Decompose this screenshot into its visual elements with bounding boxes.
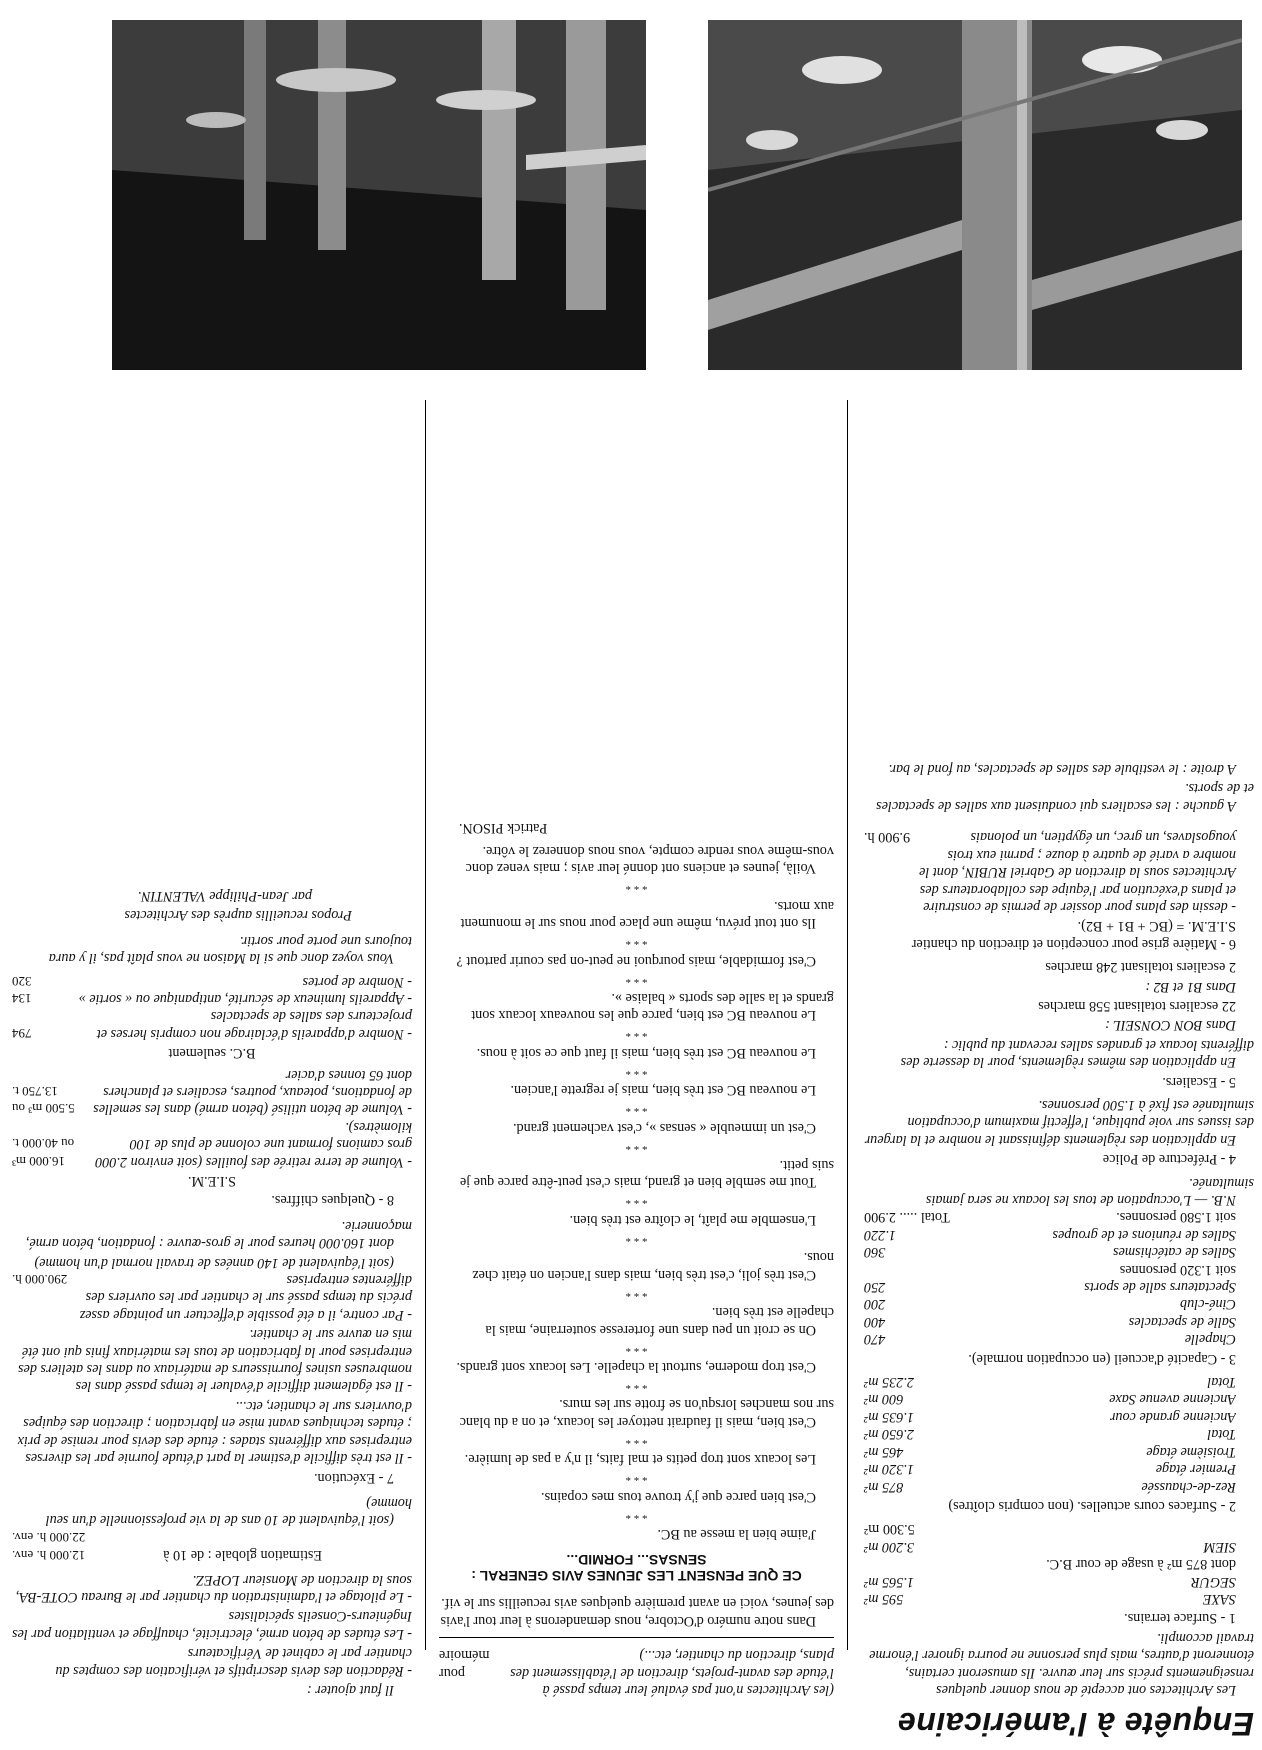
separator-stars: * * * [625, 1139, 648, 1152]
row-soit-1320: soit 1.320 personnes [1119, 1261, 1236, 1278]
architects-note: (les Architectes n'ont pas évalué leur temps passé à l'étude des avant-projets, direction de l'établissement des plans, direction du chantier, etc...) [510, 1647, 834, 1698]
separator-stars: * * * [625, 935, 648, 948]
quote-1: J'aime bien la messe au BC. [657, 1525, 816, 1542]
siem-label: S.I.E.M. [187, 1173, 237, 1190]
row-cine-club: Ciné-club 200 [864, 1296, 1236, 1313]
doors-value: 320 [12, 973, 32, 989]
column-divider-1 [847, 400, 848, 1650]
safety-lights-value: 134 [12, 990, 32, 1006]
row-catechismes: Salles de catéchismes 360 [864, 1244, 1236, 1261]
section-7-title: 7 - Exécution. [314, 1469, 394, 1486]
section-6-title: 6 - Matière grise pour conception et direction du chantier S.I.E.M. = (BC + B1 + B2). [911, 918, 1236, 952]
masthead-title: Enquête à l'américaine [897, 1706, 1254, 1742]
survey-intro: Les Architectes ont accepté de nous donner quelques renseignements précis sur leur œuvre. Ils amuseront certains, étonneront d'autres, mais plus personne ne pourra ignorer l'énorme travail accompli. [869, 1629, 1254, 1698]
row-reunions: Salles de réunions et de groupes 1.220 [864, 1226, 1236, 1243]
safety-lights-text: - Appareils lumineux de sécurité, antipanique ou « sortie » [78, 990, 412, 1007]
stairs-b1-b2: Dans B1 et B2 : [1145, 978, 1236, 995]
estimate-value-2: 22.000 h. env. [12, 1529, 86, 1545]
caption-right: A droite : le vestibule des salles de spectacles, au fond le bar. [888, 761, 1236, 778]
design-hours-value: 9.900 h. [864, 829, 911, 846]
concrete-volume-row [12, 1065, 412, 1117]
quote-3: Les locaux sont trop petits et mal faits, il n'y a pas de lumière. [464, 1451, 816, 1468]
row-grande-cour: Ancienne grande cour 1.635 m² [864, 1408, 1236, 1425]
section-2-title: 2 - Surfaces cours actuelles. (non compris cloîtres) [948, 1497, 1236, 1514]
quote-13: Le nouveau BC est bien, parce que les nouveaux locaux sont grands et la salle des sports « balaise ». [471, 990, 834, 1024]
youth-lead: Dans notre numéro d'Octobre, nous demanderons à leur tour l'avis des jeunes, voici en avant première quelques avis recueillis sur le vif. [440, 1595, 834, 1629]
item-pilotage: - Le pilotage et l'administration du chantier par le Bureau COTE-BA, sous la direction de Monsieur LOPEZ. [15, 1571, 412, 1605]
quote-5: C'est trop moderne, surtout la chapelle. Les locaux sont grands. [456, 1358, 816, 1375]
quote-4: C'est bien, mais il faudrait nettoyer les locaux, et on a du blanc sur nos manches lorsqu'on se frotte sur les murs. [459, 1396, 834, 1430]
stairs-bon-conseil: Dans BON CONSEIL : [1105, 1017, 1236, 1034]
lighting-text: - Nombre d'appareils d'éclairage non compris herses et projecteurs des salles de spectacles [96, 1008, 412, 1042]
section-4-text: En application des règlements définissant le nombre et la largeur des issues sur voie publique, l'effectif maximum d'occupation simultanée est fixé à 1.500 personnes. [864, 1097, 1254, 1148]
separator-stars: * * * [625, 880, 648, 893]
capacity-note: N.B. — L'occupation de tous les locaux ne sera jamais simultanée. [925, 1174, 1254, 1209]
separator-stars: * * * [625, 1378, 648, 1391]
concrete-volume-text: - Volume de béton utilisé (béton armé) dans les semelles de fondations, poteaux, poutres, escaliers et planchers dont 65 tonnes d'acier [93, 1066, 412, 1118]
item-devis: - Rédaction des devis descriptifs et vérification des comptes du chantier par le cabinet de Vérificateurs [55, 1645, 412, 1679]
estimate-row-2 [12, 1528, 412, 1545]
stairs-bon-conseil-count: 22 escaliers totalisant 558 marches [1038, 997, 1236, 1014]
caption-left: A gauche : les escaliers qui conduisent aux salles de spectacles et de sports. [876, 780, 1254, 814]
worker-hours-value: 290.000 h. [12, 1272, 68, 1288]
bc-label: B.C. seulement [168, 1045, 256, 1062]
section-8-title: 8 - Quelques chiffres. [271, 1192, 394, 1209]
row-troisieme: Troisième étage 465 m² [864, 1443, 1236, 1460]
closing-remark: Vous voyez donc que si la Maison ne vous plaît pas, il y aura toujours une porte pour sortir. [48, 932, 412, 967]
section-3-title: 3 - Capacité d'accueil (en occupation normale). [968, 1350, 1236, 1367]
lighting-value: 794 [12, 1025, 32, 1041]
gros-oeuvre-note: dont 160.000 heures pour le gros-œuvre : fondation, béton armé, maçonnerie. [25, 1217, 412, 1252]
column-survey [864, 758, 1254, 1698]
quote-12: Le nouveau BC est très bien, mais il faut que ce soit à nous. [476, 1044, 816, 1061]
section-1-title: 1 - Surface terrains. [1124, 1610, 1236, 1627]
estimate-value-1: 12.000 h. env. [12, 1548, 86, 1564]
row-soit-1580: soit 1.580 personnes. Total ..... 2.900 [864, 1209, 1236, 1226]
doors-row [12, 972, 412, 989]
earth-volume-row [12, 1117, 412, 1169]
quote-2: C'est bien parce que j'y trouve tous mes copains. [540, 1488, 816, 1505]
separator-stars: * * * [625, 1341, 648, 1354]
estimate-row [12, 1546, 412, 1564]
row-segur: SEGUR 1.565 m² [864, 1573, 1236, 1590]
quote-9: Tout me semble bien et grand, mais c'est peut-être parce que je suis petit. [459, 1157, 834, 1191]
separator-stars: * * * [625, 1508, 648, 1521]
quote-11: Le nouveau BC est très bien, mais je regrette l'ancien. [510, 1082, 816, 1099]
credit-line-2: par Jean-Philippe VALENTIN. [137, 887, 312, 904]
section-rule [439, 1637, 834, 1638]
quote-6: On se croit un peu dans une forteresse souterraine, mais la chapelle est très bien. [485, 1304, 834, 1338]
estimate-note: (soit l'équivalent de 10 ans de la vie professionnelle d'un seul homme) [45, 1494, 412, 1529]
separator-stars: * * * [625, 1471, 648, 1484]
worker-hours-note: (soit l'équivalent de 140 années de travail normal d'un homme) [34, 1254, 394, 1271]
separator-stars: * * * [625, 1231, 648, 1244]
worker-hours-row [12, 1271, 412, 1323]
separator-stars: * * * [625, 1433, 648, 1446]
row-surface-total: 5.300 m² [864, 1521, 915, 1538]
row-saxe: SAXE 595 m² [864, 1590, 1236, 1607]
quote-10: C'est un immeuble « sensas », c'est vachement grand. [513, 1119, 816, 1136]
row-total-2: Total 2.235 m² [864, 1374, 1236, 1391]
youth-heading: CE QUE PENSENT LES JEUNES AVIS GENERAL : SENSAS... FORMID... [471, 1551, 802, 1584]
row-siem: SIEM 3.200 m² [864, 1538, 1236, 1555]
staircase-photo-image [708, 20, 1242, 370]
column-youth-opinions [439, 816, 834, 1698]
section-5-text: En application des mêmes règlements, pour la desserte des différents locaux et grandes salles recevant du public : [900, 1036, 1254, 1071]
row-salle-spectacles: Salle de spectacles 400 [864, 1313, 1236, 1330]
youth-signature: Patrick PISON. [459, 819, 548, 836]
quote-7: C'est très joli, c'est très bien, mais dans l'ancien on était chez nous. [472, 1249, 834, 1283]
section-5-title: 5 - Escaliers. [1162, 1073, 1236, 1090]
separator-stars: * * * [625, 1027, 648, 1040]
vestibule-photo-image [112, 20, 646, 370]
quote-14: C'est formidable, mais pourquoi ne peut-on pas courir partout ? [456, 952, 816, 969]
section-7-text: - Il est très difficile d'estimer la part d'étude fournie par les diverses entreprises aux différents stades : étude des devis pour remise de prix ; études techniques avant mise en fabrication ; direction des équipes d'ouvriers sur le chantier, etc... [17, 1397, 412, 1467]
estimate-label: Estimation globale : de 10 à [163, 1547, 322, 1564]
row-spectateurs: Spectateurs salle de sports 250 [864, 1279, 1236, 1296]
separator-stars: * * * [625, 1102, 648, 1115]
separator-stars: * * * [625, 1064, 648, 1077]
section-4-title: 4 - Préfecture de Police [1102, 1151, 1236, 1168]
lighting-row [12, 1007, 412, 1042]
separator-stars: * * * [625, 1194, 648, 1207]
architects-note-row [439, 1646, 834, 1698]
row-rdc: Rez-de-chaussée 875 m² [864, 1478, 1236, 1495]
photo-vestibule [112, 20, 646, 370]
quote-16: Voilà, jeunes et anciens ont donné leur avis ; mais venez donc vous-même vous rendre compte, vous nous donnerez le vôtre. [465, 843, 834, 877]
separator-stars: * * * [625, 972, 648, 985]
credit-line-1: Propos recueillis auprès des Architectes [124, 907, 352, 924]
quote-8: L'ensemble me plaît, le cloître est très bien. [569, 1211, 816, 1228]
row-chapelle: Chapelle 470 [864, 1331, 1236, 1348]
safety-lights-row [12, 990, 412, 1007]
quote-15: Ils ont tout prévu, même une place pour nous sur le monument aux morts. [460, 897, 834, 932]
column-execution [12, 885, 412, 1698]
design-hours-row [864, 828, 1254, 915]
item-etudes: - Les études de béton armé, électricité, chauffage et ventilation par les Ingénieurs-Conseils spécialistes [12, 1608, 412, 1642]
column-divider-2 [425, 400, 426, 1650]
section-7-text-2: - Il est également difficile d'évaluer le temps passé dans les nombreuses usines fournisseurs de matériaux ou dans les ateliers des entreprises pour la fabrication de tous les matériaux finis qui ont été mis en œuvre sur le chantier. [18, 1326, 412, 1395]
concrete-volume-value: 5.500 m³ ou 13.750 t. [12, 1084, 75, 1117]
photo-staircase [708, 20, 1242, 370]
col3-lead: Il faut ajouter : [306, 1682, 394, 1698]
section-6-text: - dessin des plans pour dossier de permis de construire et plans d'exécution par l'équipe des collaborateurs des Architectes sous la direction de Gabriel RUBIN, dont le nombre a varié de quatre à douze ; parmi eux trois yougoslaves, un grec, un égyptien, un polonais [919, 829, 1236, 915]
doors-text: - Nombre de portes [302, 973, 412, 990]
row-segur-note: dont 875 m² à usage de cour B.C. [1046, 1556, 1236, 1573]
stairs-b1-b2-count: 2 escaliers totalisant 248 marches [1045, 959, 1236, 976]
row-total-1: Total 2.650 m² [864, 1426, 1236, 1443]
earth-volume-text: - Volume de terre retirée des fouilles (soit environ 2.000 gros camions formant une colonne de plus de 100 kilomètres). [95, 1118, 412, 1170]
separator-stars: * * * [625, 1286, 648, 1299]
row-premier: Premier étage 1.320 m² [864, 1461, 1236, 1478]
earth-volume-value: 16.000 m³ ou 40.000 t. [12, 1136, 75, 1169]
architects-note-side: pour mémoire [439, 1647, 490, 1681]
section-7-text-3: - Par contre, il a été possible d'effectuer un pointage assez précis du temps passé sur le chantier par les ouvriers des différentes entreprises [79, 1272, 412, 1323]
row-avenue-saxe: Ancienne avenue Saxe 600 m² [864, 1391, 1236, 1408]
